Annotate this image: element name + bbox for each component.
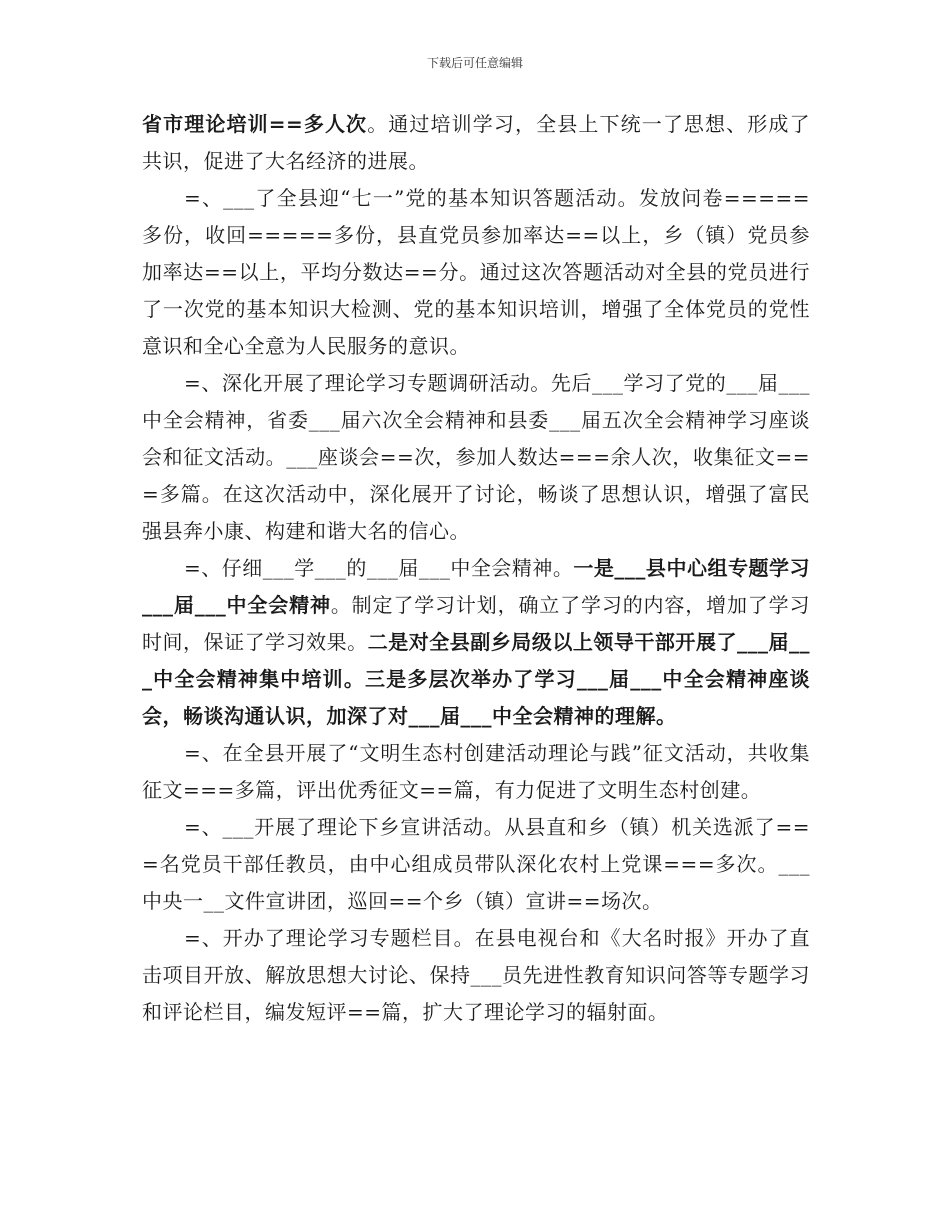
text-run: =、___了全县迎“七一”党的基本知识答题活动。发放问卷=====多份，收回=====多份，县直党员参加率达==以上，乡（镇）党员参加率达==以上，平均分数达==分。通过这次答题活动对全县的党员进行了一次党的基本知识大检测、党的基本知识培训，增强了全体党员的党性意识和全心全意为人民服务的意识。 <box>142 186 810 358</box>
text-run: 省市理论培训==多人次 <box>142 112 368 136</box>
text-run: =、开办了理论学习专题栏目。在县电视台和《大名时报》开办了直击项目开放、解放思想大讨论、保持___员先进性教育知识问答等专题学习和评论栏目，编发短评==篇，扩大了理论学习的辐射面。 <box>142 926 810 1024</box>
paragraph-3 <box>142 365 810 550</box>
document-body <box>142 106 810 1031</box>
paragraph-4 <box>142 550 810 735</box>
header-note: 下载后可任意编辑 <box>426 56 523 70</box>
paragraph-5 <box>142 735 810 809</box>
paragraph-7 <box>142 920 810 1031</box>
text-run: 一是___县中心组专题学习___届___中全会精神 <box>142 556 810 617</box>
text-run: =、___开展了理论下乡宣讲活动。从县直和乡（镇）机关选派了===名党员干部任教员，由中心组成员带队深化农村上党课===多次。___中央一__文件宣讲团，巡回==个乡（镇）宣讲==场次。 <box>142 815 810 913</box>
text-run: 。通过培训学习，全县上下统一了思想、形成了共识，促进了大名经济的进展。 <box>142 112 811 173</box>
paragraph-2 <box>142 180 810 365</box>
text-run: =、仔细___学___的___届___中全会精神。 <box>184 556 574 580</box>
paragraph-1 <box>142 106 810 180</box>
text-run: =、在全县开展了“文明生态村创建活动理论与践”征文活动，共收集征文===多篇，评出优秀征文==篇，有力促进了文明生态村创建。 <box>142 741 810 802</box>
text-run: =、深化开展了理论学习专题调研活动。先后___学习了党的___届___中全会精神，省委___届六次全会精神和县委___届五次全会精神学习座谈会和征文活动。___座谈会==次，参加人数达===余人次，收集征文===多篇。在这次活动中，深化展开了讨论，畅谈了思想认识，增强了富民强县奔小康、构建和谐大名的信心。 <box>142 371 810 543</box>
text-run: 。制定了学习计划，确立了学习的内容，增加了学习时间，保证了学习效果。 <box>142 593 811 654</box>
text-run: 二是对全县副乡局级以上领导干部开展了___届___中全会精神集中培训。三是多层次举办了学习___届___中全会精神座谈会，畅谈沟通认识，加深了对___届___中全会精神的理解。 <box>142 630 811 728</box>
paragraph-6 <box>142 809 810 920</box>
